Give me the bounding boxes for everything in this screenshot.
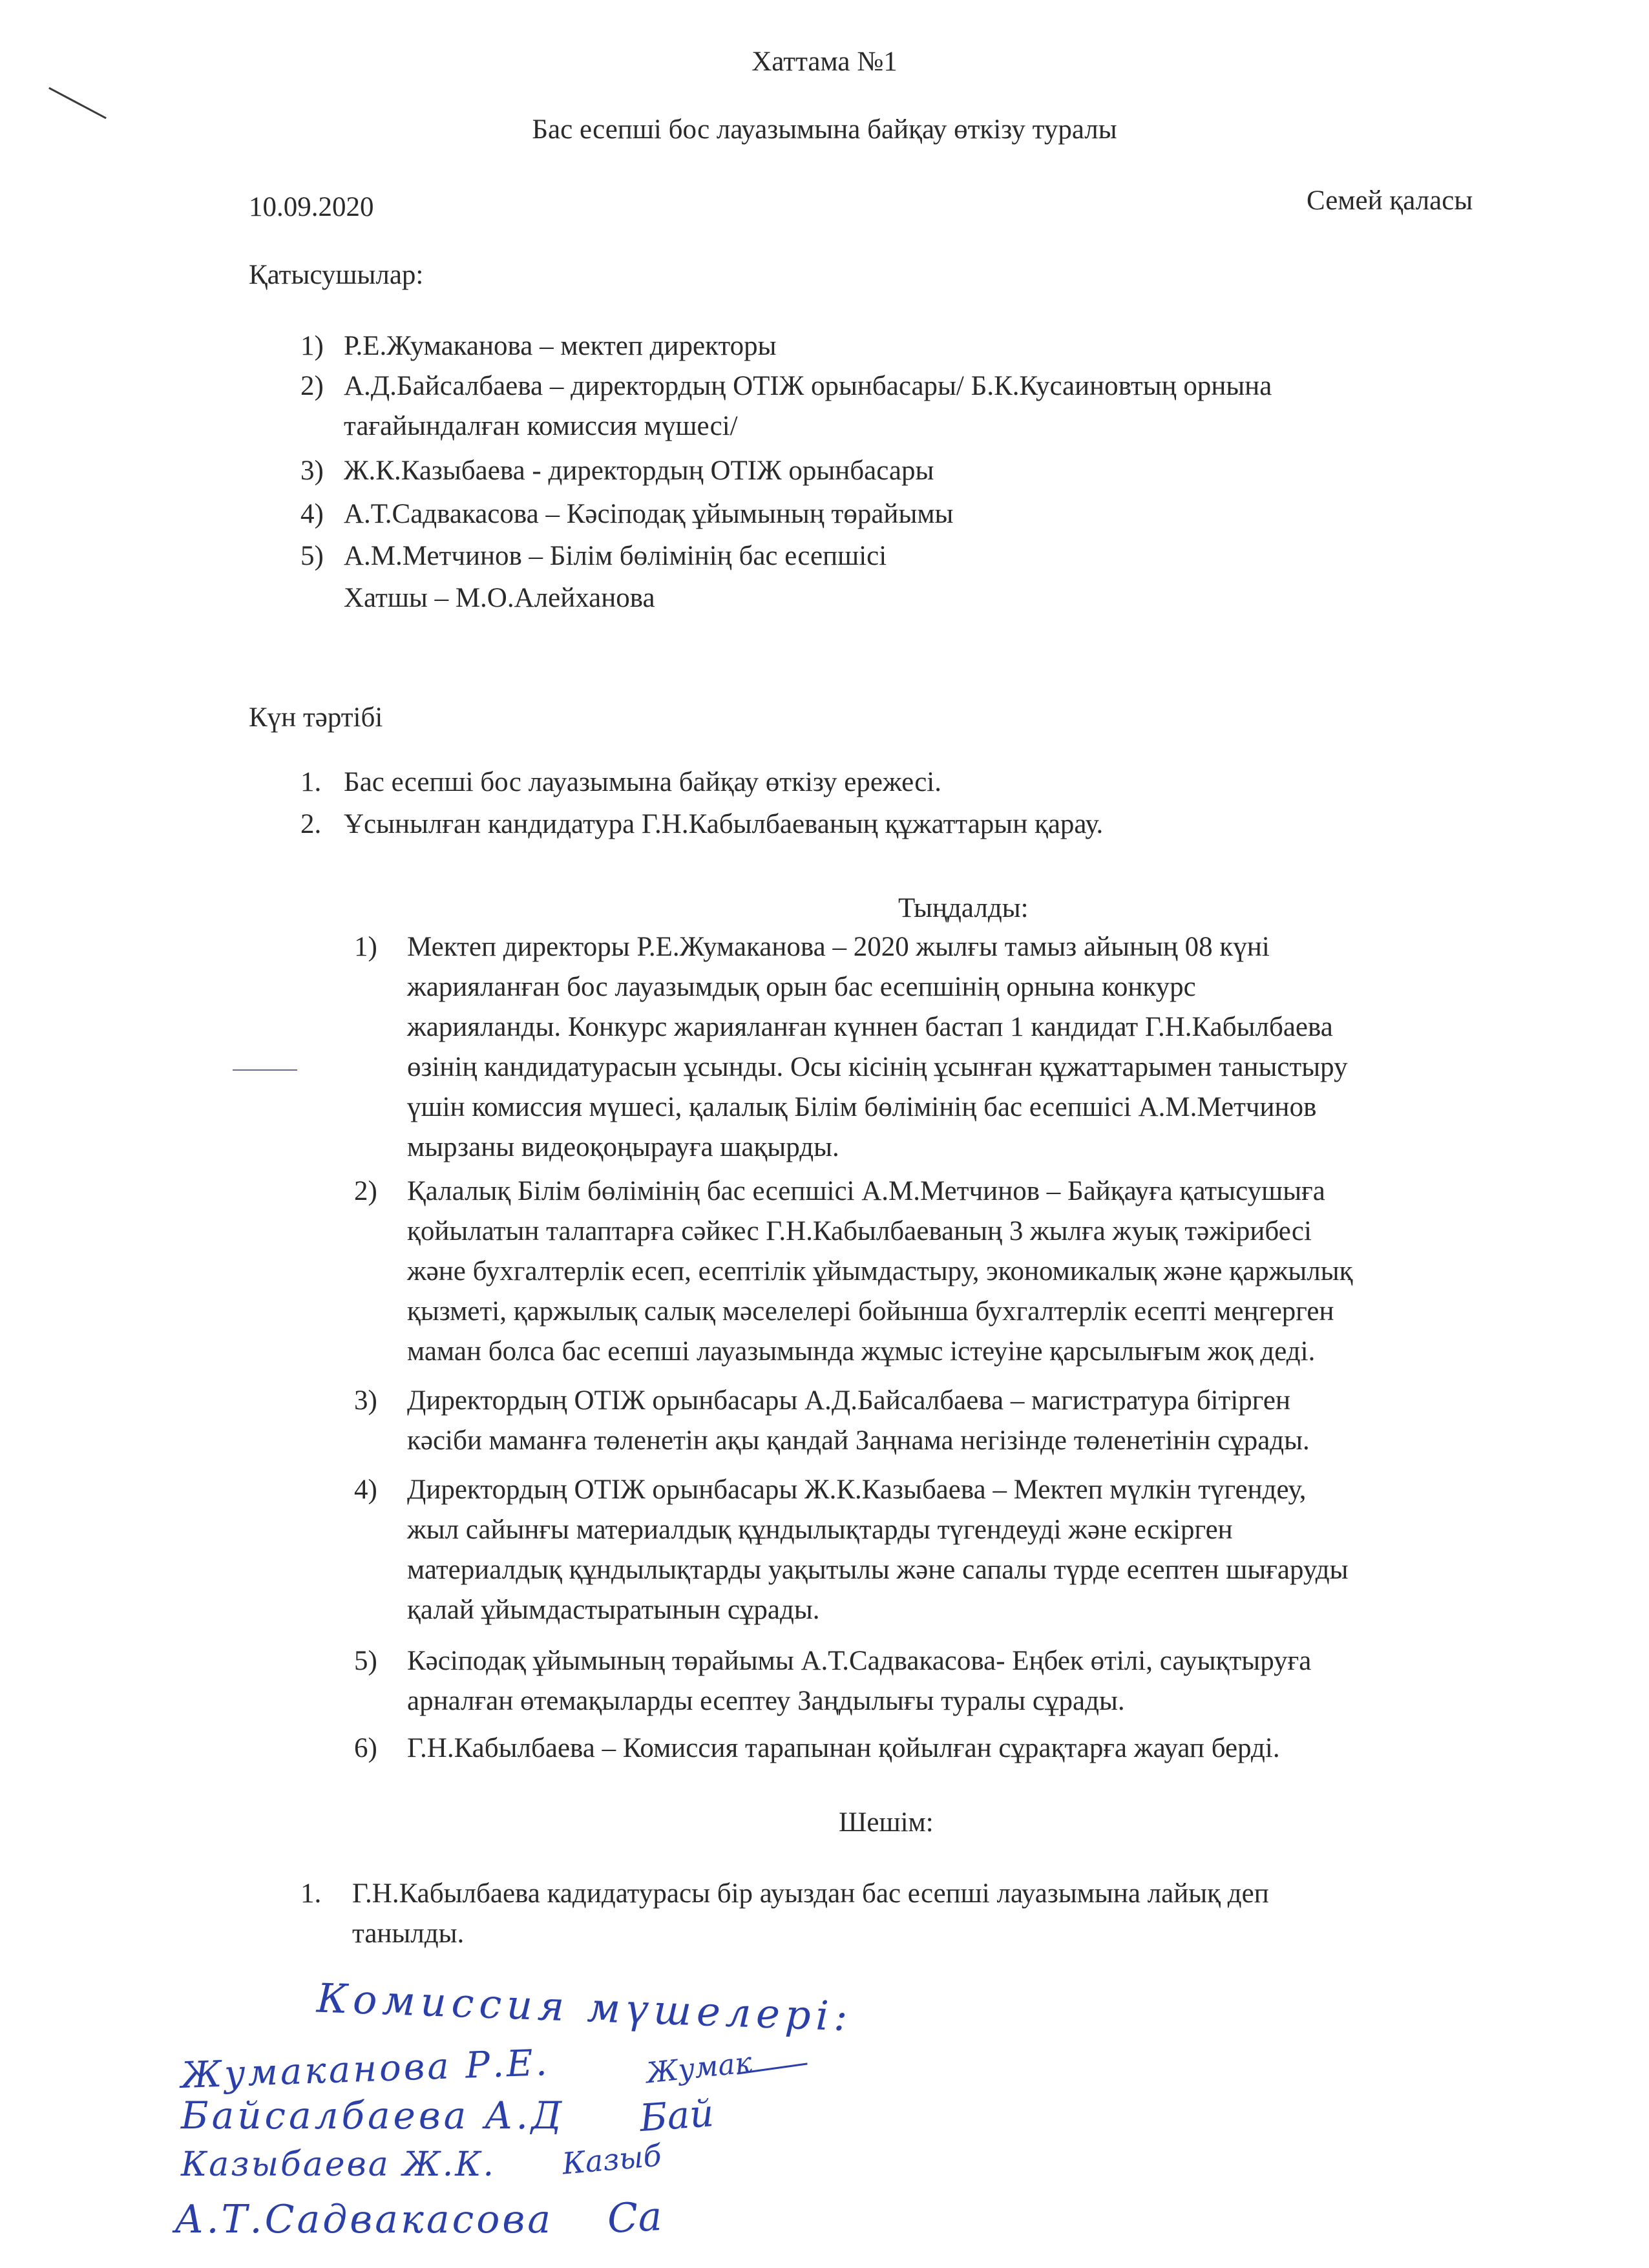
list-number: 3) xyxy=(354,1385,377,1416)
scan-mark xyxy=(233,1069,297,1071)
signature-mark: Жумак xyxy=(644,2046,754,2090)
list-number: 6) xyxy=(354,1733,377,1763)
heard-line: кәсіби маманға төленетін ақы қандай Заңнама негізінде төленетінін сұрады. xyxy=(407,1425,1310,1456)
heard-line: өзінің кандидатурасын ұсынды. Осы кісінің ұсынған құжаттарымен таныстыру xyxy=(407,1052,1348,1082)
heard-line: маман болса бас есепші лауазымында жұмыс істеуіне қарсылығым жоқ деді. xyxy=(407,1336,1316,1367)
heard-line: Г.Н.Кабылбаева – Комиссия тарапынан қойылған сұрақтарға жауап берді. xyxy=(407,1733,1280,1763)
document-place: Семей қаласы xyxy=(1307,185,1473,216)
list-number: 1) xyxy=(300,331,324,361)
heard-line: және бухгалтерлік есеп, есептілік ұйымдастыру, экономикалық және қаржылық xyxy=(407,1256,1353,1286)
list-number: 2) xyxy=(354,1176,377,1206)
participant-line: А.Т.Садвакасова – Кәсіподақ ұйымының төрайымы xyxy=(344,499,954,529)
decision-heading: Шешім: xyxy=(839,1807,934,1838)
signature-mark: Казыб xyxy=(560,2137,663,2181)
heard-line: материалдық құндылықтарды уақытылы және сапалы түрде есептен шығаруды xyxy=(407,1555,1349,1585)
participant-line: тағайындалған комиссия мүшесі/ xyxy=(344,411,738,441)
list-number: 4) xyxy=(300,499,324,529)
participant-line: А.М.Метчинов – Білім бөлімінің бас есепшісі xyxy=(344,541,887,571)
list-number: 2) xyxy=(300,371,324,401)
list-number: 1. xyxy=(300,767,322,797)
list-number: 5) xyxy=(354,1646,377,1676)
document-title: Хаттама №1 xyxy=(751,47,898,77)
signatures-heading: Комиссия мүшелері: xyxy=(315,1974,854,2041)
document-subtitle: Бас есепші бос лауазымына байқау өткізу туралы xyxy=(532,114,1117,145)
document-date: 10.09.2020 xyxy=(249,192,374,222)
secretary-line: Хатшы – М.О.Алейханова xyxy=(344,583,655,613)
list-number: 5) xyxy=(300,541,324,571)
list-number: 2. xyxy=(300,809,322,839)
agenda-item: Бас есепші бос лауазымына байқау өткізу ережесі. xyxy=(344,767,942,797)
decision-line: танылды. xyxy=(352,1918,465,1949)
heard-line: үшін комиссия мүшесі, қалалық Білім бөлімінің бас есепшісі А.М.Метчинов xyxy=(407,1092,1317,1122)
participant-line: Р.Е.Жумаканова – мектеп директоры xyxy=(344,331,777,361)
list-number: 3) xyxy=(300,456,324,486)
signature-mark: Бай xyxy=(638,2091,715,2140)
heard-line: қалай ұйымдастыратынын сұрады. xyxy=(407,1595,820,1625)
heard-line: арналған өтемақыларды есептеу Заңдылығы туралы сұрады. xyxy=(407,1686,1125,1716)
heard-line: қызметі, қаржылық салық мәселелері бойынша бухгалтерлік есепті меңгерген xyxy=(407,1296,1334,1327)
heard-line: Қалалық Білім бөлімінің бас есепшісі А.М.Метчинов – Байқауға қатысушыға xyxy=(407,1176,1325,1206)
heard-line: қойылатын талаптарға сәйкес Г.Н.Кабылбаеваның 3 жылға жуық тәжірибесі xyxy=(407,1216,1312,1246)
agenda-heading: Күн тәртібі xyxy=(249,702,383,733)
list-number: 1. xyxy=(300,1878,322,1909)
signature-mark: Са xyxy=(606,2192,664,2243)
heard-heading: Тыңдалды: xyxy=(898,893,1029,923)
signature-name: Казыбаева Ж.К. xyxy=(181,2145,496,2184)
signature-name: Жумаканова Р.Е. xyxy=(180,2042,551,2097)
participant-line: А.Д.Байсалбаева – директордың ОТІЖ орынбасары/ Б.К.Кусаиновтың орнына xyxy=(344,371,1272,401)
participant-line: Ж.К.Казыбаева - директордың ОТІЖ орынбасары xyxy=(344,456,934,486)
signature-name: А.Т.Садвакасова xyxy=(174,2197,554,2242)
heard-line: Директордың ОТІЖ орынбасары Ж.К.Казыбаева – Мектеп мүлкін түгендеу, xyxy=(407,1475,1307,1505)
heard-line: Директордың ОТІЖ орынбасары А.Д.Байсалбаева – магистратура бітірген xyxy=(407,1385,1290,1416)
agenda-item: Ұсынылған кандидатура Г.Н.Кабылбаеваның құжаттарын қарау. xyxy=(344,809,1104,839)
participants-heading: Қатысушылар: xyxy=(249,260,424,290)
signature-name: Байсалбаева А.Д xyxy=(181,2094,565,2137)
heard-line: жарияланған бос лауазымдық орын бас есепшінің орнына конкурс xyxy=(407,972,1196,1002)
list-number: 4) xyxy=(354,1475,377,1505)
heard-line: жыл сайынғы материалдық құндылықтарды түгендеуді және ескірген xyxy=(407,1515,1233,1545)
heard-line: жарияланды. Конкурс жарияланған күннен бастап 1 кандидат Г.Н.Кабылбаева xyxy=(407,1012,1333,1042)
decision-line: Г.Н.Кабылбаева кадидатурасы бір ауыздан бас есепші лауазымына лайық деп xyxy=(352,1878,1269,1909)
heard-line: мырзаны видеоқоңырауға шақырды. xyxy=(407,1132,839,1162)
list-number: 1) xyxy=(354,932,377,962)
heard-line: Кәсіподақ ұйымының төрайымы А.Т.Садвакасова- Еңбек өтілі, сауықтыруға xyxy=(407,1646,1312,1676)
heard-line: Мектеп директоры Р.Е.Жумаканова – 2020 жылғы тамыз айының 08 күні xyxy=(407,932,1270,962)
